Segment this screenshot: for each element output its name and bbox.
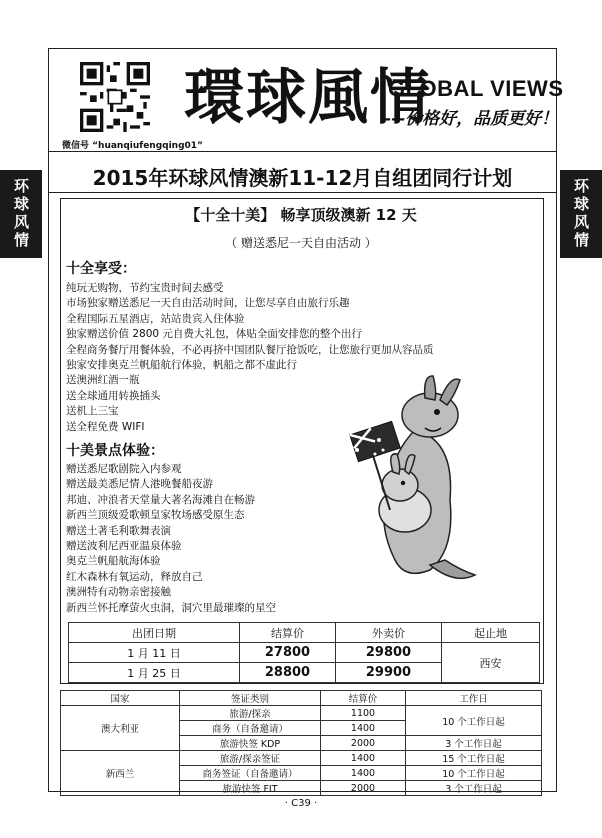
table-cell: 西安 <box>442 643 540 683</box>
table-cell: 澳大利亚 <box>61 706 180 751</box>
page-number: · C39 · <box>284 798 318 809</box>
list-item: 独家安排奥克兰帆船航行体验，帆船之都不虚此行 <box>66 359 297 372</box>
list-item: 送机上三宝 <box>66 405 119 418</box>
table-cell: 1400 <box>321 721 406 736</box>
divider <box>48 192 557 193</box>
table-cell: 28800 <box>240 663 336 683</box>
table-cell: 1100 <box>321 706 406 721</box>
page-title: 2015年环球风情澳新11-12月自组团同行计划 <box>92 166 513 190</box>
list-item: 澳洲特有动物亲密接触 <box>66 586 171 599</box>
list-item: 全程国际五星酒店，站站贵宾入住体验 <box>66 312 245 325</box>
table-row <box>69 643 540 663</box>
side-tab-right: 环球风情 <box>560 170 602 258</box>
table-cell: 旅游快签 KDP <box>180 736 321 751</box>
table-cell: 1 月 11 日 <box>69 643 240 663</box>
column-header: 签证类别 <box>180 691 321 706</box>
column-header: 结算价 <box>240 623 336 643</box>
table-cell: 2000 <box>321 781 406 796</box>
table-cell: 29900 <box>336 663 442 683</box>
table-cell: 商务签证（自备邀请） <box>180 766 321 781</box>
section-heading: 十全享受： <box>66 261 136 277</box>
table-cell: 旅游快签 FIT <box>180 781 321 796</box>
kangaroo-illustration <box>345 370 485 590</box>
list-item: 赠送悉尼歌剧院入内参观 <box>66 463 182 475</box>
list-item: 送全球通用转换插头 <box>66 389 161 402</box>
slogan: ---价格好，品质更好！ <box>384 109 559 129</box>
brand-logo-en: GLOBAL VIEWS <box>388 76 564 101</box>
visa-table <box>60 690 542 796</box>
qr-code-icon <box>80 62 150 132</box>
list-item: 市场独家赠送悉尼一天自由活动时间，让您尽享自由旅行乐趣 <box>66 297 350 310</box>
list-item: 赠送土著毛利歌舞表演 <box>66 524 171 537</box>
list-item: 赠送波利尼西亚温泉体验 <box>66 540 182 553</box>
list-item: 新西兰顶级爱歌顿皇家牧场感受原生态 <box>66 509 245 522</box>
list-item: 邦迪、冲浪者天堂量大著名海滩自在畅游 <box>66 493 255 506</box>
column-header: 起止地 <box>442 623 540 643</box>
product-name: 【十全十美】 畅享顶级澳新 12 天 <box>185 206 417 224</box>
table-cell: 1400 <box>321 751 406 766</box>
list-item: 奥克兰帆船航海体验 <box>66 555 161 568</box>
column-header: 结算价 <box>321 691 406 706</box>
table-cell: 3 个工作日起 <box>406 781 542 796</box>
table-cell: 2000 <box>321 736 406 751</box>
list-item: 全程商务餐厅用餐体验，不必再挤中国团队餐厅抢饭吃，让您旅行更加从容品质 <box>66 343 434 356</box>
table-row <box>61 706 542 721</box>
departure-table <box>68 622 540 683</box>
divider <box>48 151 557 152</box>
table-cell: 10 个工作日起 <box>406 706 542 736</box>
list-item: 送澳洲红酒一瓶 <box>66 374 140 387</box>
column-header: 出团日期 <box>69 623 240 643</box>
list-item: 新西兰怀托摩萤火虫洞，洞穴里最璀璨的星空 <box>66 601 276 614</box>
table-cell: 1 月 25 日 <box>69 663 240 683</box>
table-cell: 商务（自备邀请） <box>180 721 321 736</box>
table-cell: 旅游/探亲签证 <box>180 751 321 766</box>
list-item: 纯玩无购物，节约宝贵时间去感受 <box>66 282 224 294</box>
column-header: 国家 <box>61 691 180 706</box>
table-cell: 15 个工作日起 <box>406 751 542 766</box>
table-cell: 27800 <box>240 643 336 663</box>
table-cell: 1400 <box>321 766 406 781</box>
table-cell: 旅游/探亲 <box>180 706 321 721</box>
column-header: 外卖价 <box>336 623 442 643</box>
side-tab-left: 环球风情 <box>0 170 42 258</box>
product-gift: （ 赠送悉尼一天自由活动 ） <box>225 236 377 250</box>
list-item: 送全程免费 WIFI <box>66 420 145 433</box>
section-heading: 十美景点体验： <box>66 443 164 459</box>
list-item: 赠送最美悉尼情人港晚餐船夜游 <box>66 478 213 491</box>
table-cell: 3 个工作日起 <box>406 736 542 751</box>
brand-logo-cn: 環球風情 <box>184 63 432 133</box>
column-header: 工作日 <box>406 691 542 706</box>
wechat-id: 微信号 “huanqiufengqing01” <box>62 141 203 151</box>
table-cell: 10 个工作日起 <box>406 766 542 781</box>
table-cell: 29800 <box>336 643 442 663</box>
table-row <box>61 751 542 766</box>
table-cell: 新西兰 <box>61 751 180 796</box>
list-item: 红木森林有氧运动，释放自己 <box>66 570 203 583</box>
list-item: 独家赠送价值 2800 元自费大礼包，体贴全面安排您的整个出行 <box>66 328 362 341</box>
attraction-list <box>66 462 276 616</box>
